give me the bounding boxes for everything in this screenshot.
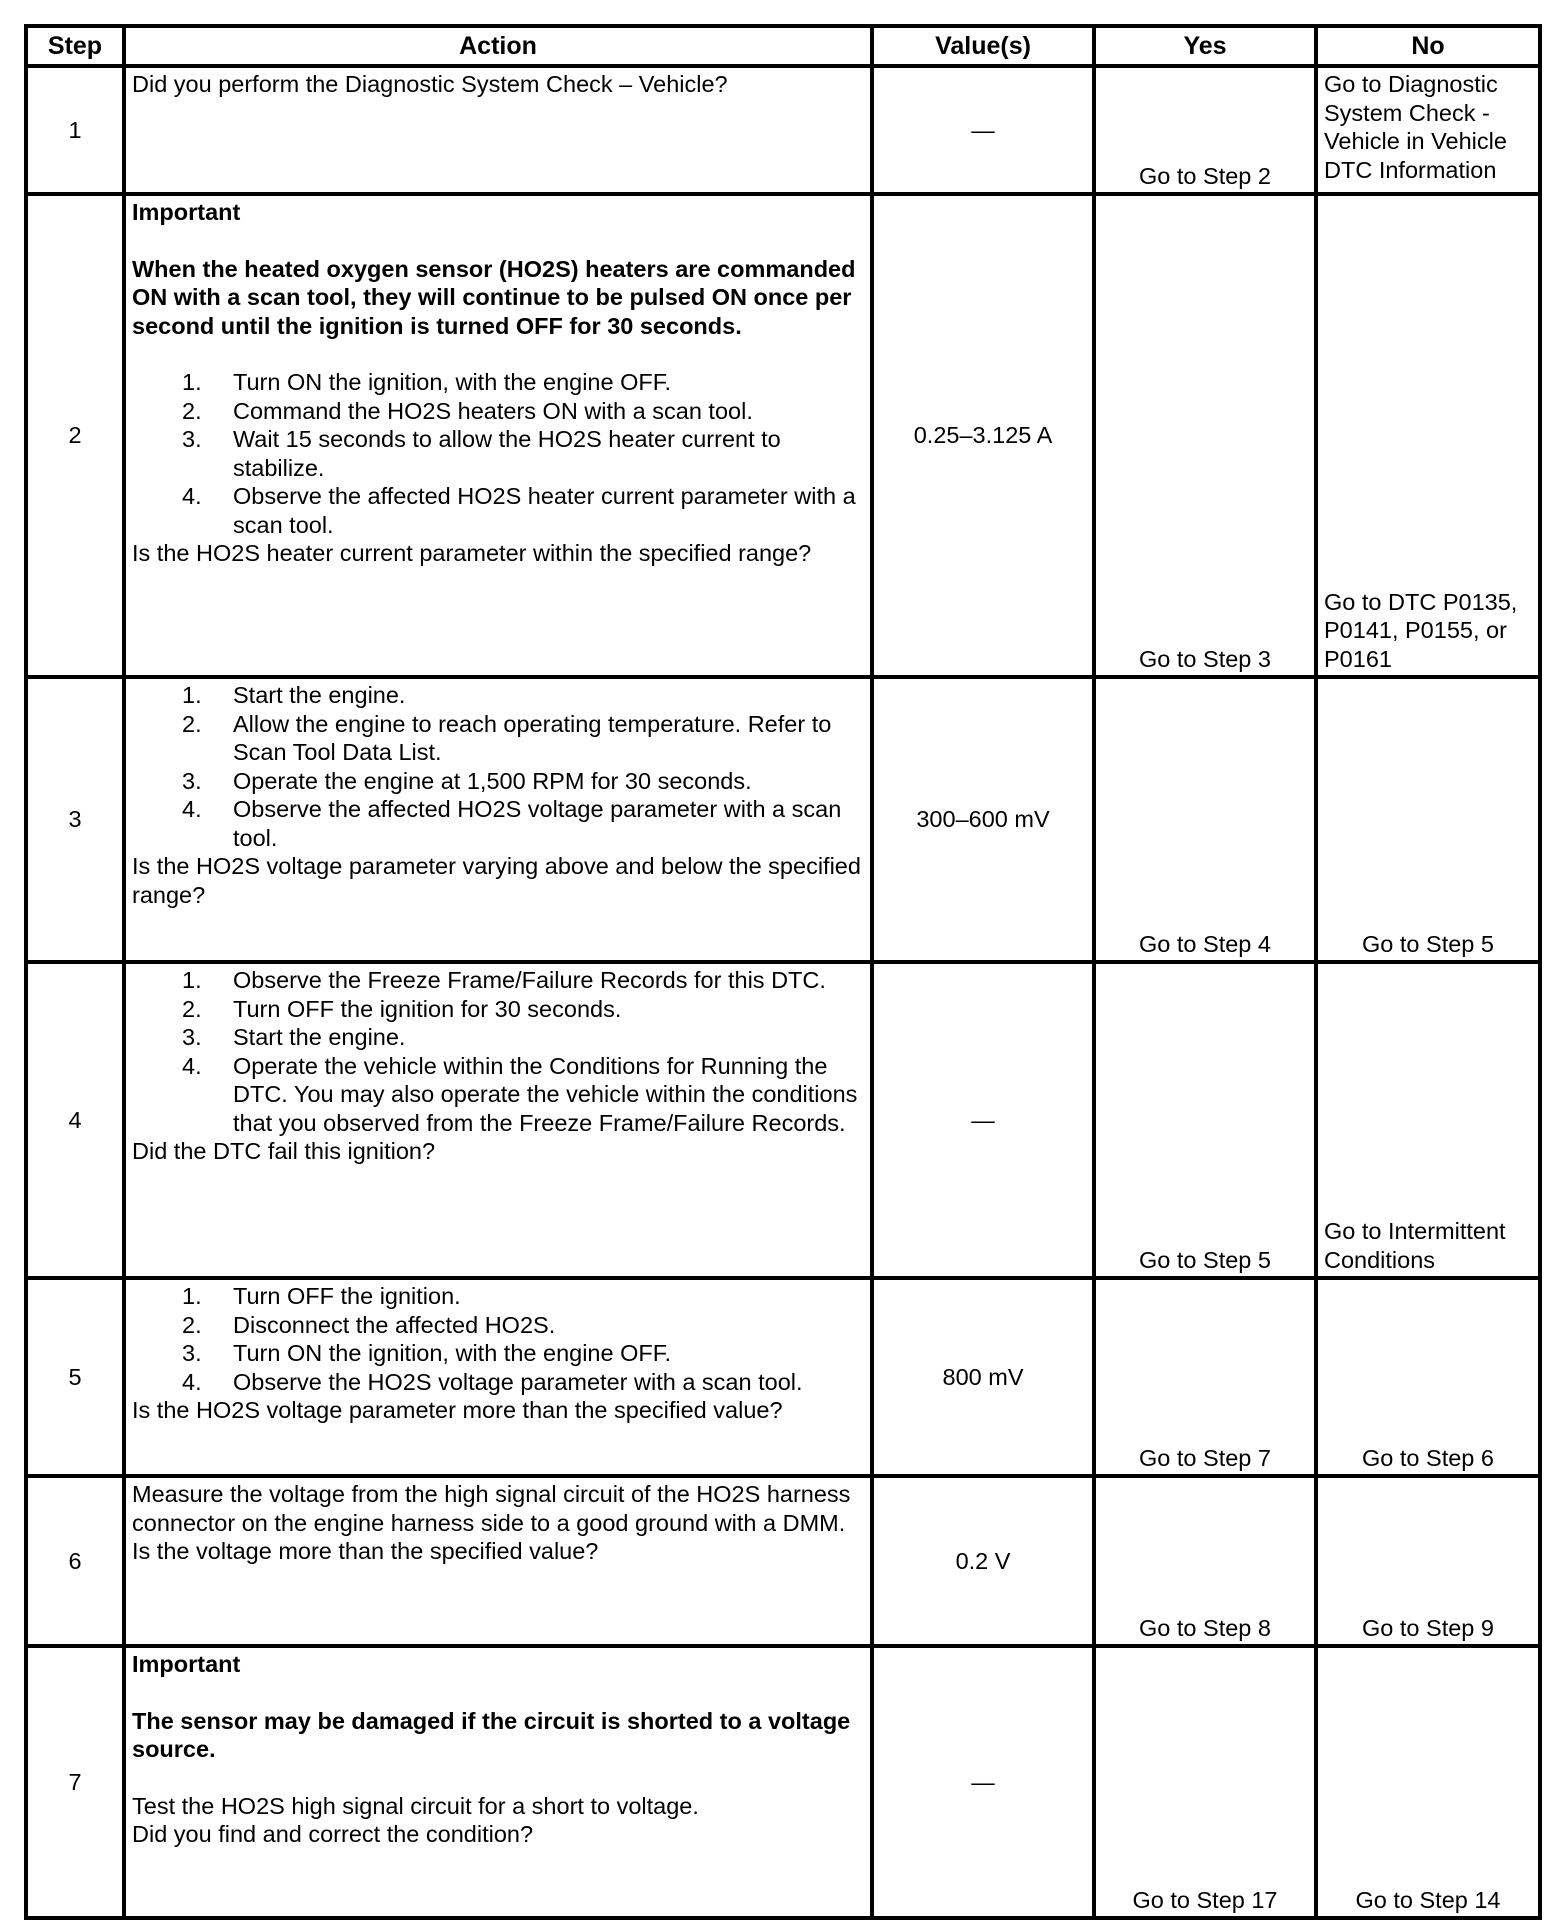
list-item: 1. Turn ON the ignition, with the engine OFF. [182,369,672,395]
important-title: Important [132,199,241,225]
action-cell [124,66,872,194]
procedure-list [132,681,864,852]
action-question: Did the DTC fail this ignition? [132,1138,436,1164]
list-item: 4. Observe the HO2S voltage parameter with a scan tool. [182,1368,803,1395]
list-item: 1. Start the engine. [182,682,406,708]
action-cell [124,962,872,1278]
header-no: No [1316,26,1540,66]
table-row [26,1278,1540,1476]
list-item: 2. Allow the engine to reach operating temperature. Refer to Scan Tool Data List. [182,710,832,765]
action-question: Is the HO2S voltage parameter more than the specified value? [132,1397,783,1423]
step-number: 2 [26,194,124,677]
action-cell [124,194,872,677]
list-item: 4. Operate the vehicle within the Conditions for Running the DTC. You may also operate the vehicle within the conditions that you observed from the Freeze Frame/Failure Records. [182,1052,858,1136]
no-cell: Go to Intermittent Conditions [1316,962,1540,1278]
yes-cell: Go to Step 7 [1094,1278,1316,1476]
step-number: 1 [26,66,124,194]
action-text: Test the HO2S high signal circuit for a short to voltage. [132,1792,699,1819]
step-number: 4 [26,962,124,1278]
value-cell: 0.2 V [872,1476,1094,1646]
diagnostic-table [24,24,1542,1920]
step-number: 6 [26,1476,124,1646]
list-item: 3. Wait 15 seconds to allow the HO2S heater current to stabilize. [182,426,781,481]
yes-cell: Go to Step 4 [1094,677,1316,962]
value-cell: — [872,1646,1094,1918]
yes-cell: Go to Step 17 [1094,1646,1316,1918]
header-yes: Yes [1094,26,1316,66]
procedure-list [132,368,864,539]
list-item: 3. Operate the engine at 1,500 RPM for 30 seconds. [182,767,752,794]
important-text: The sensor may be damaged if the circuit is shorted to a voltage source. [132,1707,851,1762]
yes-cell: Go to Step 3 [1094,194,1316,677]
no-cell: Go to Step 6 [1316,1278,1540,1476]
action-question: Did you find and correct the condition? [132,1821,534,1847]
procedure-list [132,1282,864,1396]
action-cell [124,1476,872,1646]
no-cell: Go to DTC P0135, P0141, P0155, or P0161 [1316,194,1540,677]
action-question: Did you perform the Diagnostic System Check – Vehicle? [132,71,728,97]
step-number: 3 [26,677,124,962]
value-cell: 0.25–3.125 A [872,194,1094,677]
list-item: 3. Turn ON the ignition, with the engine OFF. [182,1340,672,1366]
action-cell [124,1646,872,1918]
list-item: 4. Observe the affected HO2S heater current parameter with a scan tool. [182,483,856,538]
yes-cell: Go to Step 8 [1094,1476,1316,1646]
table-row [26,962,1540,1278]
list-item: 2. Turn OFF the ignition for 30 seconds. [182,995,622,1022]
value-cell: — [872,962,1094,1278]
no-cell: Go to Diagnostic System Check - Vehicle in Vehicle DTC Information [1316,66,1540,194]
action-question: Is the HO2S voltage parameter varying above and below the specified range? [132,853,861,908]
table-row [26,677,1540,962]
important-text: When the heated oxygen sensor (HO2S) heaters are commanded ON with a scan tool, they will continue to be pulsed ON once per second until the ignition is turned OFF for 30 seconds. [132,255,856,339]
header-action: Action [124,26,872,66]
action-text: Measure the voltage from the high signal circuit of the HO2S harness connector on the engine harness side to a good ground with a DMM. [132,1481,851,1536]
action-cell [124,677,872,962]
important-title: Important [132,1651,241,1677]
yes-cell: Go to Step 5 [1094,962,1316,1278]
table-header-row [26,26,1540,66]
no-cell: Go to Step 14 [1316,1646,1540,1918]
no-cell: Go to Step 9 [1316,1476,1540,1646]
list-item: 1. Observe the Freeze Frame/Failure Records for this DTC. [182,967,826,993]
list-item: 2. Disconnect the affected HO2S. [182,1311,556,1338]
header-step: Step [26,26,124,66]
table-row [26,1476,1540,1646]
value-cell: 300–600 mV [872,677,1094,962]
table-row [26,66,1540,194]
header-values: Value(s) [872,26,1094,66]
no-cell: Go to Step 5 [1316,677,1540,962]
list-item: 4. Observe the affected HO2S voltage parameter with a scan tool. [182,796,842,851]
list-item: 1. Turn OFF the ignition. [182,1283,461,1309]
step-number: 7 [26,1646,124,1918]
table-row [26,194,1540,677]
list-item: 3. Start the engine. [182,1024,406,1050]
step-number: 5 [26,1278,124,1476]
yes-cell: Go to Step 2 [1094,66,1316,194]
diagnostic-table-sheet [24,24,1538,1920]
action-question: Is the HO2S heater current parameter within the specified range? [132,540,812,566]
value-cell: — [872,66,1094,194]
list-item: 2. Command the HO2S heaters ON with a scan tool. [182,397,753,424]
action-question: Is the voltage more than the specified value? [132,1538,599,1564]
procedure-list [132,966,864,1137]
table-row [26,1646,1540,1918]
action-cell [124,1278,872,1476]
value-cell: 800 mV [872,1278,1094,1476]
